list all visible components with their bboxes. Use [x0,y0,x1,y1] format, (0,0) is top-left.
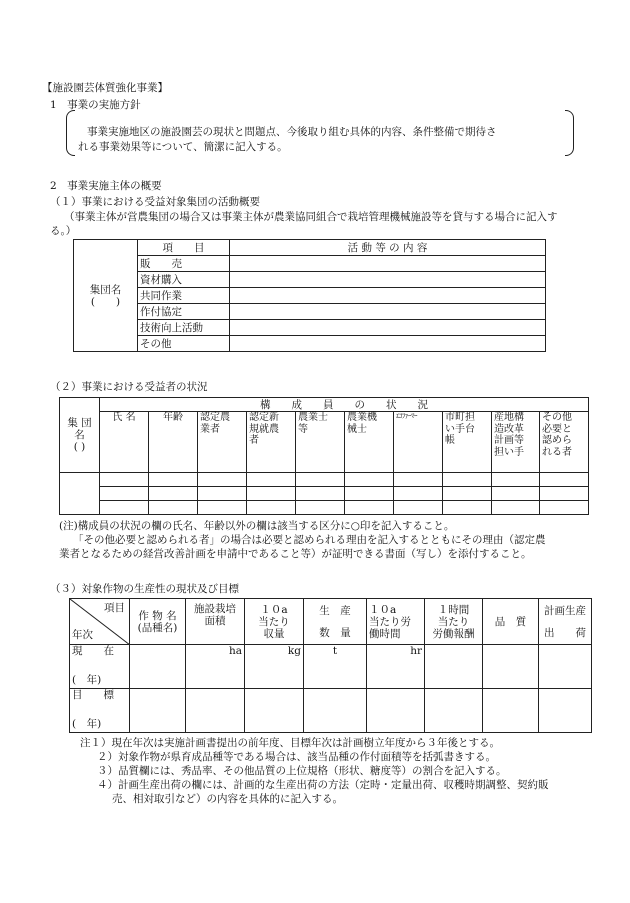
sub3-heading: （３）対象作物の生産性の現状及び目標 [50,583,239,595]
col-eco-farmer: ｴｺﾌｧｰﾏｰ [394,412,443,473]
cell[interactable] [539,689,592,733]
cell[interactable] [425,645,483,689]
col-name: 氏 名 [100,412,149,473]
activity-item: 共同作業 [138,288,230,304]
activity-item: 販 売 [138,256,230,272]
current-label-cell [70,645,130,689]
group-name-paren: ( ) [90,295,121,308]
group-blank-cell [60,473,100,515]
cell[interactable] [130,645,186,689]
col-quality: 品 質 [483,599,539,645]
members-header: 構 成 員 の 状 況 [100,398,589,412]
col-planned-shipment: 計画生産 出 荷 [539,599,592,645]
row-target [70,689,592,733]
beneficiary-group-cell [60,398,100,473]
col-content-header: 活 動 等 の 内 容 [230,240,546,256]
sub2-heading: （２）事業における受益者の状況 [50,381,208,393]
col-yield: １０a 当たり 収量 [245,599,304,645]
activity-content-cell[interactable] [230,288,546,304]
cell[interactable] [247,473,296,487]
activity-item: 資材購入 [138,272,230,288]
cell[interactable] [394,487,443,501]
corner-bottom-label: 年次 [72,629,93,641]
activity-content-cell[interactable] [230,256,546,272]
cell[interactable] [425,689,483,733]
cell[interactable] [149,487,198,501]
doc-title: 【施設園芸体質強化事業】 [42,82,168,94]
activity-content-cell[interactable] [230,272,546,288]
cell[interactable] [394,501,443,515]
productivity-table [69,598,592,733]
policy-text-line1: 事業実施地区の施設園芸の現状と問題点、今後取り組む具体的内容、条件整備で期待さ [87,126,497,138]
current-year: ( 年) [72,674,102,686]
cell[interactable] [198,501,247,515]
group-label-2: 名 [74,429,85,441]
cell[interactable] [345,473,394,487]
cell[interactable] [540,473,589,487]
table-row [60,473,589,487]
sub3-note-2: ２）対象作物が県育成品種等である場合は、該当品種の作付面積等を括弧書きする。 [97,751,496,763]
cell[interactable] [539,645,592,689]
cell[interactable] [100,487,149,501]
col-labor-hours: １０a 当たり労 働時間 [367,599,425,645]
activity-item: 技術向上活動 [138,320,230,336]
cell[interactable] [492,487,540,501]
cell[interactable] [483,645,539,689]
col-item-header: 項 目 [138,240,230,256]
cell[interactable] [304,689,367,733]
activity-content-cell[interactable] [230,304,546,320]
cell[interactable] [198,473,247,487]
cell[interactable] [540,501,589,515]
yield-unit[interactable]: kg [245,645,304,689]
col-age: 年齢 [149,412,198,473]
sub1-heading: （１）事業における受益対象集団の活動概要 [50,196,260,208]
col-agri-expert: 農業士 等 [296,412,345,473]
cell[interactable] [492,501,540,515]
section2-heading: 2 事業実施主体の概要 [50,180,162,192]
cell[interactable] [483,689,539,733]
activity-item: 作付協定 [138,304,230,320]
volume-unit[interactable]: t [304,645,367,689]
sub1-note-line1: （事業主体が営農集団の場合又は事業主体が農業協同組合で栽培管理機械施設等を貸与する場合に記入す [64,211,558,223]
cell[interactable] [296,487,345,501]
col-municipal-register: 市町担 い手台 帳 [443,412,492,473]
cell[interactable] [345,487,394,501]
sub3-note-3: ３）品質欄には、秀品率、その他品質の上位規格（形状、糖度等）の割合を記入する。 [97,765,507,777]
table-row [60,487,589,501]
group-label-1: 集 団 [67,417,92,429]
group-name-label: 集団名 [89,283,122,296]
sub2-note-line1: (注)構成員の状況の欄の氏名、年齢以外の欄は該当する区分に○印を記入すること。 [59,520,455,532]
corner-top-label: 項目 [104,602,125,614]
cell[interactable] [100,473,149,487]
group-label-3: ( ) [73,441,86,453]
target-label-cell [70,689,130,733]
activity-content-cell[interactable] [230,336,546,352]
cell[interactable] [443,473,492,487]
cell[interactable] [492,473,540,487]
left-bracket [66,110,75,156]
cell[interactable] [247,501,296,515]
sub1-note-line2: る。） [50,225,77,237]
cell[interactable] [345,501,394,515]
target-year: ( 年) [72,718,102,730]
sub3-note-4: ４）計画生産出荷の欄には、計画的な生産出荷の方法（定時・定量出荷、収穫時期調整、契約販 [97,779,549,791]
sub3-note-1: 注１）現在年次は実施計画書提出の前年度、目標年次は計画樹立年度から３年後とする。 [80,737,500,749]
col-certified-farmer: 認定農 業者 [198,412,247,473]
col-crop-name: 作 物 名 (品種名) [130,599,186,645]
cell[interactable] [443,501,492,515]
target-label: 目 標 [72,689,114,701]
row-current [70,645,592,689]
col-labor-reward: １時間 当たり 労働報酬 [425,599,483,645]
cell[interactable] [296,501,345,515]
sub3-note-5: 売、相対取引など）の内容を具体的に記入する。 [112,793,343,805]
cell[interactable] [247,487,296,501]
col-volume: 生 産 数 量 [304,599,367,645]
current-label: 現 在 [72,645,114,657]
cell[interactable] [198,487,247,501]
col-new-farmer: 認定新 規就農 者 [247,412,296,473]
labor-unit[interactable]: hr [367,645,425,689]
sub2-note-line3: 業者となるための経営改善計画を申請中であること等）が証明できる書面（写し）を添付すること。 [59,548,532,560]
cell[interactable] [130,689,186,733]
policy-text-line2: れる事業効果等について、簡潔に記入する。 [78,141,288,153]
cell[interactable] [149,473,198,487]
cell[interactable] [149,501,198,515]
cell[interactable] [367,689,425,733]
cell[interactable] [296,473,345,487]
section1-heading: 1 事業の実施方針 [50,99,141,111]
area-unit[interactable]: ha [186,645,245,689]
col-area: 施設栽培 面積 [186,599,245,645]
sub2-note-line2: 「その他必要と認められる者」の場合は必要と認められる理由を記入するとともにその理由（認定農 [73,534,546,546]
policy-bracket-box [66,110,574,156]
col-machine-operator: 農業機 械士 [345,412,394,473]
right-bracket [565,110,574,156]
col-structural-reform: 産地構 造改革 計画等 担い手 [492,412,540,473]
cell[interactable] [540,487,589,501]
activity-table [73,239,546,352]
beneficiary-table [59,397,589,515]
group-name-cell [74,240,138,352]
cell[interactable] [100,501,149,515]
activity-content-cell[interactable] [230,320,546,336]
cell[interactable] [394,473,443,487]
table-row [60,501,589,515]
corner-cell [70,599,130,645]
activity-item: その他 [138,336,230,352]
cell[interactable] [245,689,304,733]
cell[interactable] [443,487,492,501]
cell[interactable] [186,689,245,733]
col-other-approved: その他 必要と 認めら れる者 [540,412,589,473]
